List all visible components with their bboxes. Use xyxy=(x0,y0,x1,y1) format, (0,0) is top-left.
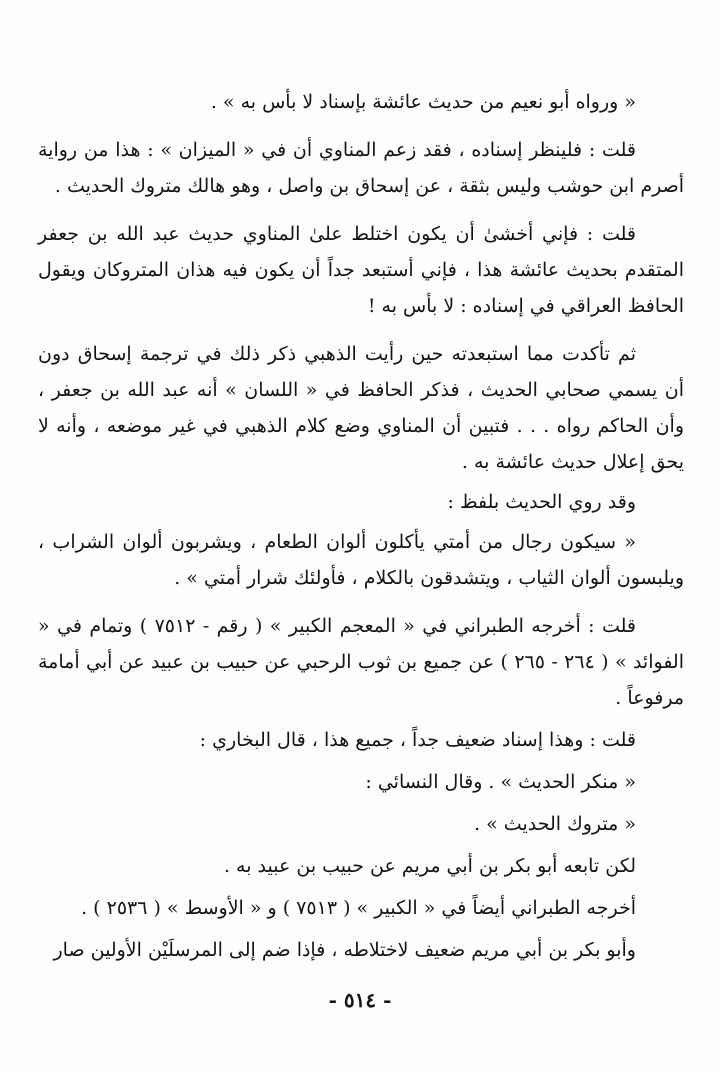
paragraph-nasai-verdict: « متروك الحديث » . xyxy=(474,813,636,835)
paragraph-other-wording-intro: وقد روي الحديث بلفظ : xyxy=(447,491,636,513)
paragraph-tabarani-takhrij: قلت : أخرجه الطبراني في « المعجم الكبير » ( رقم - ٧٥١٢ ) وتمام في « الفوائد » ( ٢٦٤ - ٢٦٥ ) عن جميع بن ثوب الرحبي عن حبيب بن عبيد عن أبي أمامة مرفوعاً . xyxy=(31,615,684,709)
paragraph-bukhari-verdict: « منكر الحديث » . وقال النسائي : xyxy=(365,771,636,793)
paragraph-isnad-critique: قلت : فلينظر إسناده ، فقد زعم المناوي أن في « الميزان » : هذا من رواية أصرم ابن حوشب وليس بثقة ، عن إسحاق بن واصل ، وهو هالك متروك الحديث . xyxy=(31,139,684,197)
paragraph-abu-nuaim-narration: « ورواه أبو نعيم من حديث عائشة بإسناد لا بأس به » . xyxy=(210,91,636,113)
paragraph-abu-bakr-weakness: وأبو بكر بن أبي مريم ضعيف لاختلاطه ، فإذا ضم إلى المرسلَيْن الأولين صار xyxy=(53,939,636,961)
page-number: - ٥١٤ - xyxy=(328,988,392,1012)
paragraph-weak-isnad: قلت : وهذا إسناد ضعيف جداً ، جميع هذا ، قال البخاري : xyxy=(199,729,636,751)
paragraph-verification: ثم تأكدت مما استبعدته حين رأيت الذهبي ذكر ذلك في ترجمة إسحاق دون أن يسمي صحابي الحديث ، فذكر الحافظ في « اللسان » أنه عبد الله بن جعفر ، وأن الحاكم رواه . . . فتبين أن المناوي وضع كلام الذهبي في غير موضعه ، وأنه لا يحق إعلال حديث عائشة به . xyxy=(31,343,684,473)
paragraph-tabarani-further: أخرجه الطبراني أيضاً في « الكبير » ( ٧٥١٣ ) و « الأوسط » ( ٢٥٣٦ ) . xyxy=(81,897,636,919)
paragraph-corroboration: لكن تابعه أبو بكر بن أبي مريم عن حبيب بن عبيد به . xyxy=(223,855,636,877)
paragraph-hadith-text: « سيكون رجال من أمتي يأكلون ألوان الطعام ، ويشربون ألوان الشراب ، ويلبسون ألوان الثياب ، ويتشدقون بالكلام ، فأولئك شرار أمتي » . xyxy=(31,531,684,589)
paragraph-confusion-concern: قلت : فإني أخشىٰ أن يكون اختلط علىٰ المناوي حديث عبد الله بن جعفر المتقدم بحديث عائشة هذا ، فإني أستبعد جداً أن يكون فيه هذان المتروكان ويقول الحافظ العراقي في إسناده : لا بأس به ! xyxy=(31,223,684,317)
